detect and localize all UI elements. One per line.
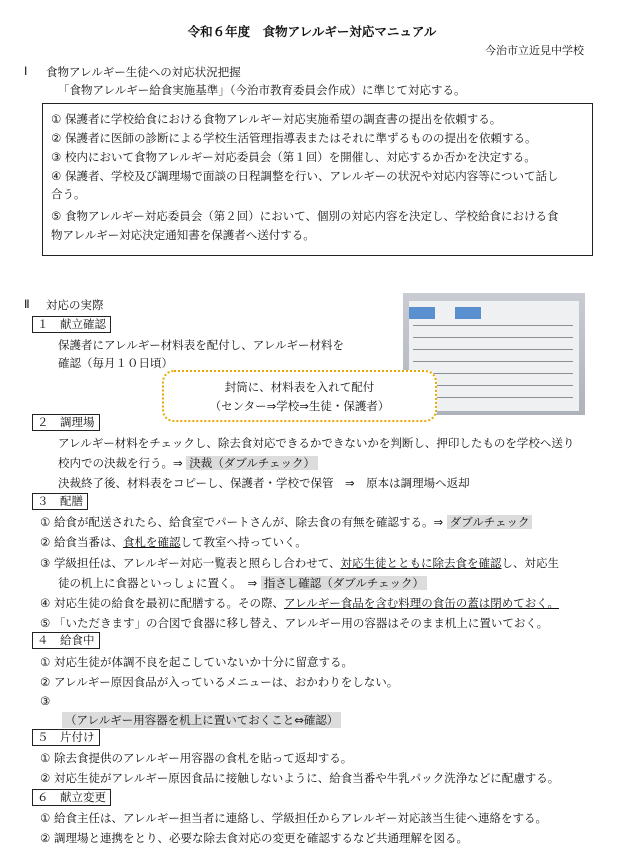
- section1-number: Ⅰ: [24, 64, 28, 78]
- serving-item-3-text-a: ③ 学級担任は、アレルギー対応一覧表と照らし合わせて、: [40, 556, 341, 570]
- kitchen-text-2a: 校内での決裁を行う。⇒: [58, 456, 183, 470]
- distribution-callout: [162, 370, 437, 422]
- list-item: 合う。: [51, 187, 86, 201]
- serving-item-1-highlight: ダブルチェック: [447, 515, 533, 529]
- lunch-item-2: ② アレルギー原因食品が入っているメニューは、おかわりをしない。: [40, 675, 399, 689]
- cleanup-item-1: ① 除去食提供のアレルギー用容器の食札を貼って返却する。: [40, 751, 353, 765]
- section-label-menu-change: ６ 献立変更: [32, 789, 111, 806]
- section1-subtitle: 「食物アレルギー給食実施基準」（今治市教育委員会作成）に準じて対応する。: [58, 83, 466, 97]
- kitchen-text-1: アレルギー材料をチェックし、除去食対応できるかできないかを判断し、押印したものを学校へ送り: [58, 436, 575, 450]
- lunch-item-1: ① 対応生徒が体調不良を起こしていないか十分に留意する。: [40, 655, 353, 669]
- double-check-highlight: 決裁（ダブルチェック）: [186, 456, 318, 470]
- section2-heading: 対応の実際: [46, 298, 104, 312]
- section-label-kitchen: ２ 調理場: [32, 414, 100, 431]
- section-label-serving: ３ 配膳: [32, 493, 88, 510]
- serving-item-3-text-d: 徒の机上に食器といっしょに置く。 ⇒: [58, 576, 258, 590]
- list-item: ② 保護者に医師の診断による学校生活管理指導表またはそれに準ずるものの提出を依頼する。: [51, 131, 537, 145]
- kitchen-text-3: 決裁終了後、材料表をコピーし、保護者・学校で保管 ⇒ 原本は調理場へ返却: [58, 476, 470, 490]
- serving-item-4-text-a: ④ 対応生徒の給食を最初に配膳する。その際、: [40, 596, 284, 610]
- serving-item-2-text-c: して教室へ持っていく。: [180, 535, 307, 549]
- section-label-during-lunch: ４ 給食中: [32, 632, 100, 649]
- list-item: 物アレルギー対応決定通知書を保護者へ送付する。: [51, 228, 315, 242]
- cleanup-item-2: ② 対応生徒がアレルギー原因食品に接触しないように、給食当番や牛乳パック洗浄などに配慮する。: [40, 771, 560, 785]
- page-title: 令和６年度 食物アレルギー対応マニュアル: [187, 24, 437, 39]
- menu-change-item-1: ① 給食主任は、アレルギー担当者に連絡し、学級担任からアレルギー対応該当生徒へ連絡をする。: [40, 811, 547, 825]
- serving-item-3-text-c: し、対応生: [501, 556, 559, 570]
- callout-line-2: （センター⇒学校⇒生徒・保護者）: [209, 399, 390, 413]
- serving-item-2-text-a: ② 給食当番は、: [40, 535, 123, 549]
- serving-item-5: ⑤ 「いただきます」の合図で食器に移し替え、アレルギー用の容器はそのまま机上に置いておく。: [40, 616, 549, 630]
- school-name: 今治市立近見中学校: [485, 44, 584, 57]
- serving-item-3-highlight: 指さし確認（ダブルチェック）: [261, 576, 427, 590]
- list-item: ③ 校内において食物アレルギー対応委員会（第１回）を開催し、対応するか否かを決定する。: [51, 150, 536, 164]
- list-item: ⑤ 食物アレルギー対応委員会（第２回）において、個別の対応内容を決定し、学校給食における食: [51, 209, 559, 223]
- lunch-item-3: ③: [40, 694, 51, 708]
- menu-check-text-1: 保護者にアレルギー材料表を配付し、アレルギー材料を: [58, 338, 345, 352]
- lunch-item-3-note: （アレルギー用容器を机上に置いておくこと⇔確認）: [62, 712, 341, 728]
- serving-item-2: [40, 534, 307, 550]
- menu-change-item-2: ② 調理場と連携をとり、必要な除去食対応の変更を確認するなど共通理解を図る。: [40, 831, 468, 845]
- list-item: ④ 保護者、学校及び調理場で面談の日程調整を行い、アレルギーの状況や対応内容等について話し: [51, 169, 559, 183]
- serving-item-3-underline: 対応生徒とともに除去食を確認: [340, 556, 502, 570]
- section2-number: Ⅱ: [24, 297, 30, 311]
- serving-item-1: [40, 514, 532, 530]
- serving-item-1-text: ① 給食が配送されたら、給食室でパートさんが、除去食の有無を確認する。⇒: [40, 515, 444, 529]
- serving-item-2-underline: 食札を確認: [122, 535, 181, 549]
- section1-heading: 食物アレルギー生徒への対応状況把握: [46, 65, 241, 79]
- kitchen-text-2: [58, 455, 318, 471]
- list-item: ① 保護者に学校給食における食物アレルギー対応実施希望の調査書の提出を依頼する。: [51, 112, 502, 126]
- menu-check-text-2: 確認（毎月１０日頃）: [58, 356, 173, 370]
- section1-procedure-box: [42, 103, 593, 256]
- section-label-menu-check: １ 献立確認: [32, 316, 111, 333]
- section-label-cleanup: ５ 片付け: [32, 729, 100, 746]
- callout-line-1: 封筒に、材料表を入れて配付: [224, 380, 375, 394]
- serving-item-4-underline: アレルギー食品を含む料理の食缶の蓋は閉めておく。: [283, 596, 559, 610]
- serving-item-4: [40, 595, 559, 611]
- serving-item-3: [40, 555, 559, 571]
- serving-item-3-cont: [58, 575, 427, 591]
